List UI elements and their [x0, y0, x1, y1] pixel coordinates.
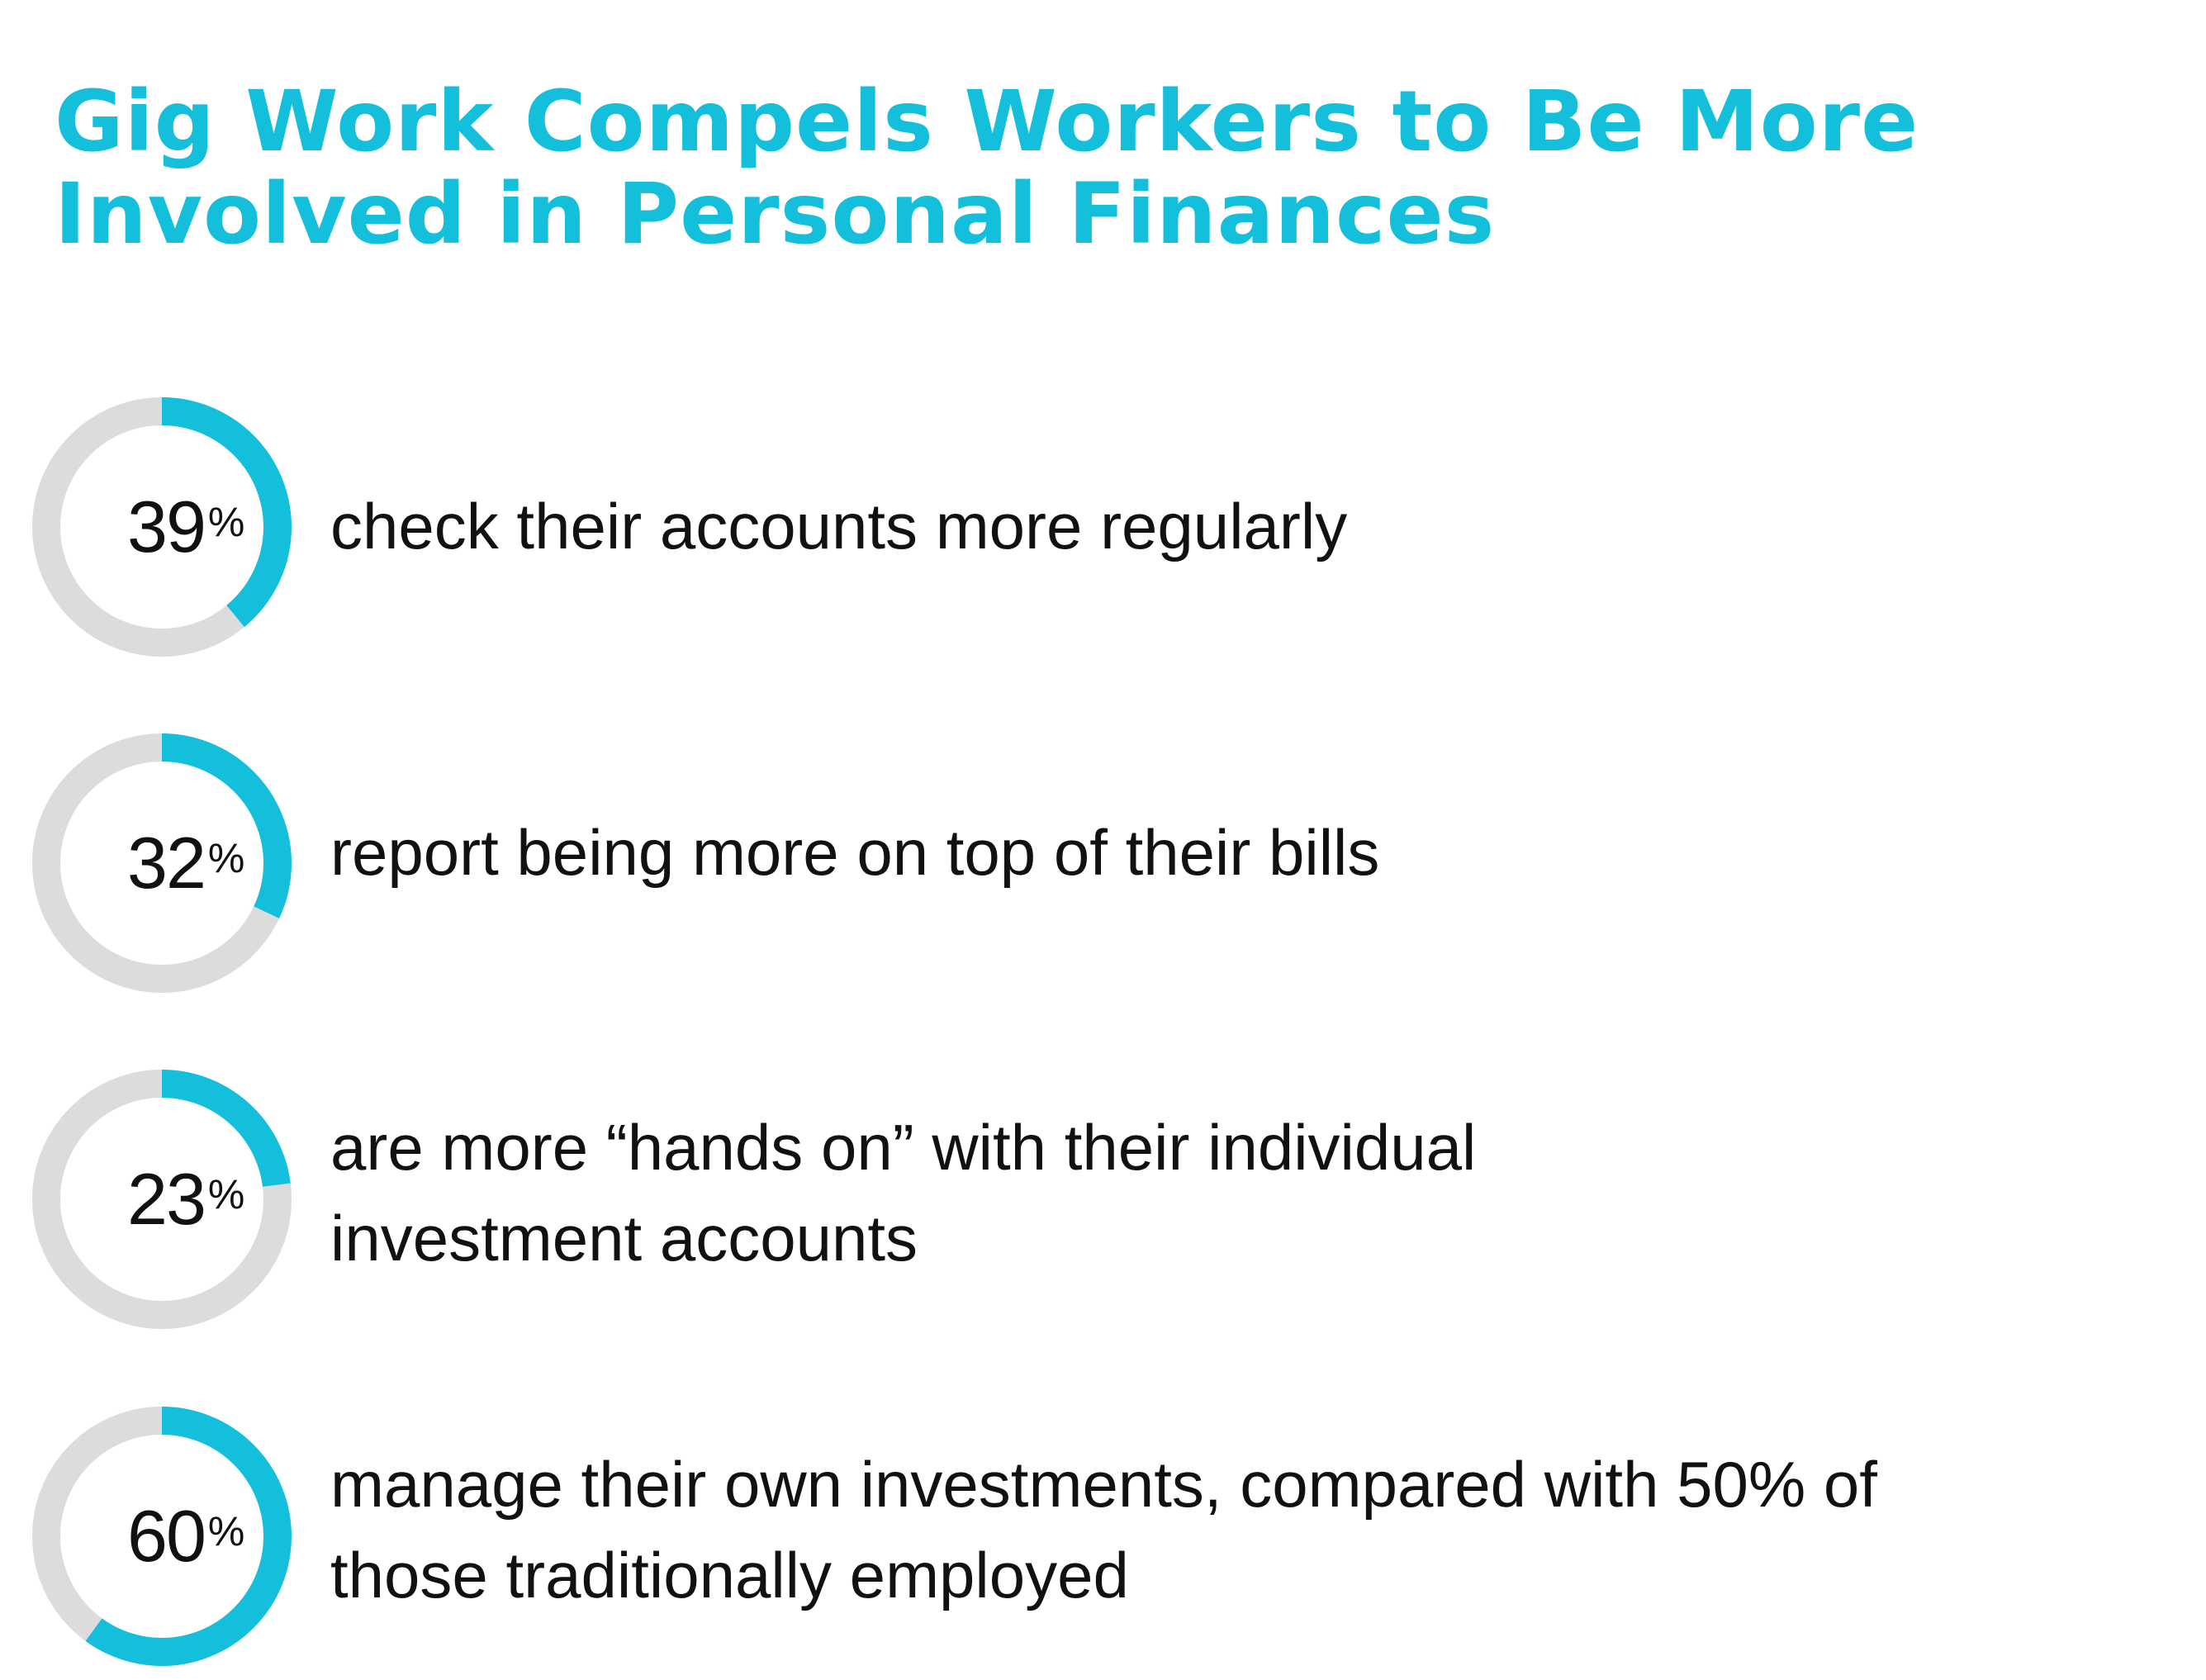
- stat-description-4-line-2: those traditionally employed: [330, 1539, 1129, 1611]
- percent-sign-4: %: [207, 1508, 245, 1554]
- stat-description-3: [330, 1102, 1476, 1284]
- stat-value-4: [127, 1497, 244, 1576]
- percent-sign-3: %: [207, 1171, 245, 1217]
- stat-description-1-line-1: check their accounts more regularly: [330, 490, 1348, 562]
- donut-chart-2: [30, 731, 294, 995]
- donut-chart-1: [30, 395, 294, 659]
- stat-number-4: 60: [127, 1495, 205, 1577]
- title-line-2: Involved in Personal Finances: [55, 165, 1496, 263]
- stat-description-3-line-2: investment accounts: [330, 1202, 918, 1274]
- percent-sign-2: %: [207, 835, 245, 881]
- stat-number-2: 32: [127, 822, 205, 904]
- page-title: [55, 73, 1919, 263]
- stat-description-2: [330, 807, 1379, 898]
- stat-value-2: [127, 823, 244, 903]
- percent-sign-1: %: [207, 499, 245, 545]
- donut-chart-3: [30, 1067, 294, 1331]
- stat-value-1: [127, 487, 244, 567]
- stat-description-1: [330, 481, 1347, 572]
- stat-row-2: [0, 731, 2206, 995]
- stat-row-4: [0, 1404, 2206, 1668]
- donut-chart-4: [30, 1404, 294, 1668]
- stat-number-3: 23: [127, 1158, 205, 1240]
- stat-row-3: [0, 1067, 2206, 1331]
- stat-description-3-line-1: are more “hands on” with their individual: [330, 1111, 1477, 1184]
- stat-number-1: 39: [127, 486, 205, 567]
- stat-description-4-line-1: manage their own investments, compared with 50% of: [330, 1448, 1877, 1521]
- stat-description-4: [330, 1439, 1877, 1621]
- stat-value-3: [127, 1160, 244, 1239]
- stat-row-1: [0, 395, 2206, 659]
- stat-description-2-line-1: report being more on top of their bills: [330, 816, 1380, 889]
- title-line-1: Gig Work Compels Workers to Be More: [55, 73, 1919, 171]
